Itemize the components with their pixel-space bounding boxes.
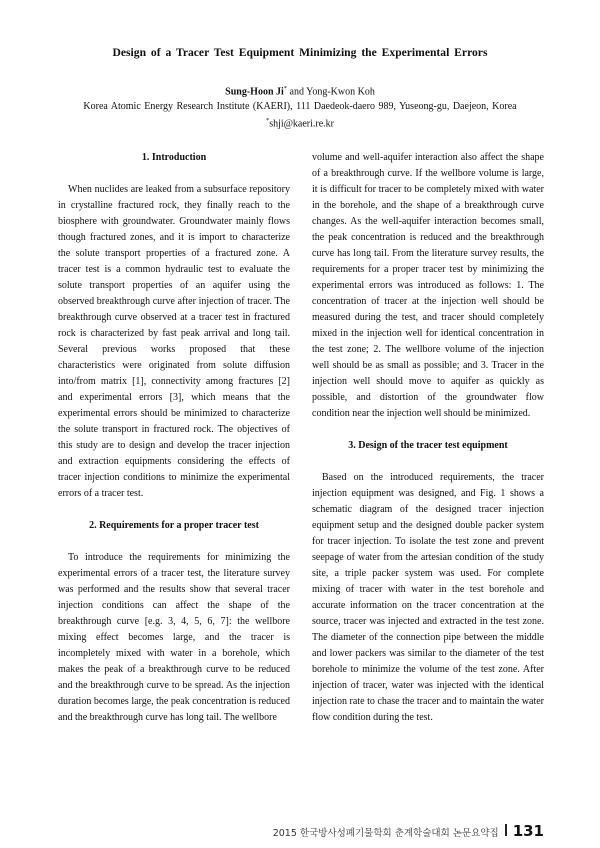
affiliation: Korea Atomic Energy Research Institute (KAERI), 111 Daedeok-daero 989, Yuseong-gu, Daejeon, Korea xyxy=(83,101,517,112)
email-line xyxy=(0,117,600,129)
corresponding-mark: * xyxy=(283,85,288,92)
introduction-paragraph: When nuclides are leaked from a subsurface repository in crystalline fractured rock, they finally reach to the biosphere with groundwater. Groundwater mainly flows though fractured zones, and it is import to characterize the solute transport properties of a fractured zone. A tracer test is a common hydraulic test to evaluate the solute transport properties of an aquifer using the observed breakthrough curve after injection of tracer. The breakthrough curve observed at a tracer test in fractured rock is characterized by fast peak arrival and long tail. Several previous works proposed that these characteristics were originated from solute diffusion into/from matrix [1], connectivity among fractures [2] and experimental errors [3], which means that the experimental errors should be minimized to characterize the solute transport in fractured rock. The objectives of this study are to design and develop the tracer injection and extraction equipments considering the effects of tracer injection conditions to minimize the experimental errors of a tracer test. xyxy=(58,184,290,499)
author-line xyxy=(0,85,600,97)
conference-name: 2015 한국방사성폐기물학회 춘계학술대회 논문요약집 xyxy=(272,828,499,839)
paper-title: Design of a Tracer Test Equipment Minimizing the Experimental Errors xyxy=(112,46,488,59)
author-second: Yong-Kwon Koh xyxy=(306,86,375,98)
requirements-paragraph: To introduce the requirements for minimizing the experimental errors of a tracer test, the literature survey was performed and the results show that several tracer injection conditions can affect the shape of the breakthrough curve [e.g. 3, 4, 5, 6, 7]: the wellbore mixing effect becomes large, and the tracer is incompletely mixed with water in a borehole, which makes the peak of a breakthrough curve to be reduced and the breakthrough curve to be spread. As the injection duration becomes large, the peak concentration is reduced and the breakthrough curve has long tail. The wellbore xyxy=(58,552,290,723)
requirements-paragraph-continued: volume and well-aquifer interaction also affect the shape of a breakthrough curve. If the wellbore volume is large, it is difficult for tracer to be completely mixed with water in the borehole, and the shape of a breakthrough curve changes. As the well-aquifer interaction becomes small, the peak concentration is reduced and the breakthrough curve has long tail. From the literature survey results, the requirements for a proper tracer test by minimizing the experimental errors was introduced as follows: 1. The concentration of tracer at the injection well should be measured during the test, and tracer should completely mixed in the injection well for identical concentration in the test zone; 2. The wellbore volume of the injection well should be as small as possible; and 3. Tracer in the injection well should move to aquifer as quickly as possible, and distortion of the groundwater flow condition near the injection well should be minimized. xyxy=(312,152,544,419)
section-heading-requirements: 2. Requirements for a proper tracer test xyxy=(89,520,259,531)
author-main: Sung-Hoon Ji xyxy=(225,86,284,98)
author-separator: and xyxy=(287,86,307,98)
section-heading-introduction: 1. Introduction xyxy=(141,152,207,163)
email-mark: * xyxy=(266,117,270,124)
right-column xyxy=(312,150,544,726)
footer-divider xyxy=(505,824,507,836)
design-paragraph: Based on the introduced requirements, the tracer injection equipment was designed, and Fig. 1 shows a schematic diagram of the designed tracer injection equipment setup and the designed double packer system for tracer injection. To isolate the test zone and prevent seepage of water from the artesian condition of the study site, a triple packer system was used. For complete mixing of tracer with water in the test borehole and accurate information on the tracer concentration at the source, tracer was injected and extracted in the test zone. The diameter of the connection pipe between the middle and lower packers was similar to the diameter of the test borehole to minimize the volume of the test zone. After injection of tracer, water was injected with the identical injection rate to chase the tracer and to maintain the water flow condition during the test. xyxy=(312,472,544,723)
page-number: 131 xyxy=(512,822,544,840)
page-footer xyxy=(273,822,544,840)
section-heading-design: 3. Design of the tracer test equipment xyxy=(348,440,508,451)
left-column xyxy=(58,150,290,726)
email-address: shji@kaeri.re.kr xyxy=(269,118,334,130)
